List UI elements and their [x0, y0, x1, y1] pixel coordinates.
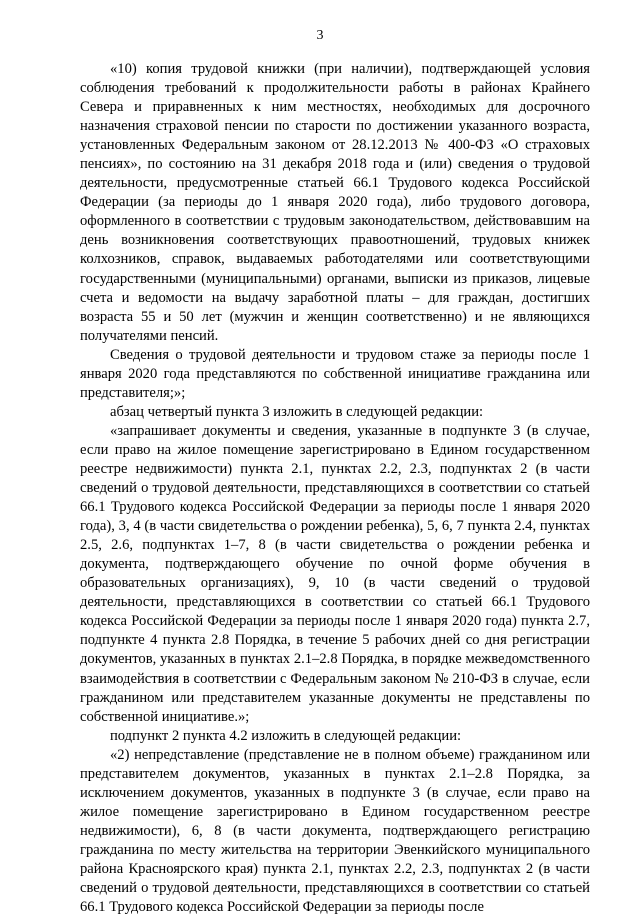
paragraph-amend-clause-3: абзац четвертый пункта 3 изложить в следующей редакции: [110, 403, 484, 420]
paragraph-item-10-work-book: «10) копия трудовой книжки (при наличии), подтверждающей условия соблюдения требований к продолжительности работы в районах Крайнего Севера и приравненных к ним местностях, необходимых для досрочного назначения страховой пенсии по старости по достижении указанного возраста, установленных Федеральным законом от 28.12.2013 № 400-ФЗ «О страховых пенсиях», по состоянию на 31 декабря 2018 года и (или) сведения о трудовой деятельности, предусмотренные статьей 66.1 Трудового кодекса Российской Федерации (за периоды до 1 января 2020 года), либо трудового договора, оформленного в соответствии с трудовым законодательством, действовавшим на день возникновения соответствующих правоотношений, трудовых книжек колхозников, справок, выдаваемых работодателями или соответствующими государственными (муниципальными) органами, выписки из приказов, лицевые счета и ведомости на выдачу заработной платы – для граждан, достигших возраста 55 и 50 лет (мужчин и женщин соответственно) и не являющихся получателями пенсий. [80, 61, 590, 344]
paragraph-work-info-note: Сведения о трудовой деятельности и трудовом стаже за периоды после 1 января 2020 года представляются по собственной инициативе гражданина или представителя;»; [80, 346, 590, 401]
page-number: 3 [316, 28, 324, 43]
paragraph-requests-documents: «запрашивает документы и сведения, указанные в подпункте 3 (в случае, если право на жилое помещение зарегистрировано в Едином государственном реестре недвижимости) пункта 2.1, пунктах 2.2, 2.3, подпунктах 2 (в части сведений о трудовой деятельности, представляющихся в соответствии со статьей 66.1 Трудового кодекса Российской Федерации за периоды после 1 января 2020 года), 3, 4 (в части свидетельства о рождении ребенка), 5, 6, 7 пункта 2.4, пунктах 2.5, 2.6, подпунктах 1–7, 8 (в части свидетельства о рождении ребенка и документа, подтверждающего обучение по очной форме обучения в образовательных организациях), 9, 10 (в части сведений о трудовой деятельности, представляющихся в соответствии со статьей 66.1 Трудового кодекса Российской Федерации за периоды после 1 января 2020 года) пункта 2.7, подпункте 4 пункта 2.8 Порядка, в течение 5 рабочих дней со дня регистрации документов, указанных в пунктах 2.1–2.8 Порядка, в порядке межведомственного взаимодействия в соответствии с Федеральным законом № 210-ФЗ в случае, если гражданином или представителем указанные документы не представлены по собственной инициативе.»; [80, 422, 590, 725]
paragraph-non-submission: «2) непредставление (представление не в полном объеме) гражданином или представителем документов, указанных в пунктах 2.1–2.8 Порядка, за исключением документов, указанных в подпункте 3 (в случае, если право на жилое помещение зарегистрировано в Едином государственном реестре недвижимости), 6, 8 (в части документа, подтверждающего регистрацию гражданина по месту жительства на территории Эвенкийского муниципального района Красноярского края) пункта 2.1, пунктах 2.2, 2.3, подпунктах 2 (в части сведений о трудовой деятельности, представляющихся в соответствии со статьей 66.1 Трудового кодекса Российской Федерации за периоды после [80, 746, 590, 916]
document-body [80, 60, 590, 917]
paragraph-amend-clause-4-2: подпункт 2 пункта 4.2 изложить в следующей редакции: [110, 727, 462, 744]
